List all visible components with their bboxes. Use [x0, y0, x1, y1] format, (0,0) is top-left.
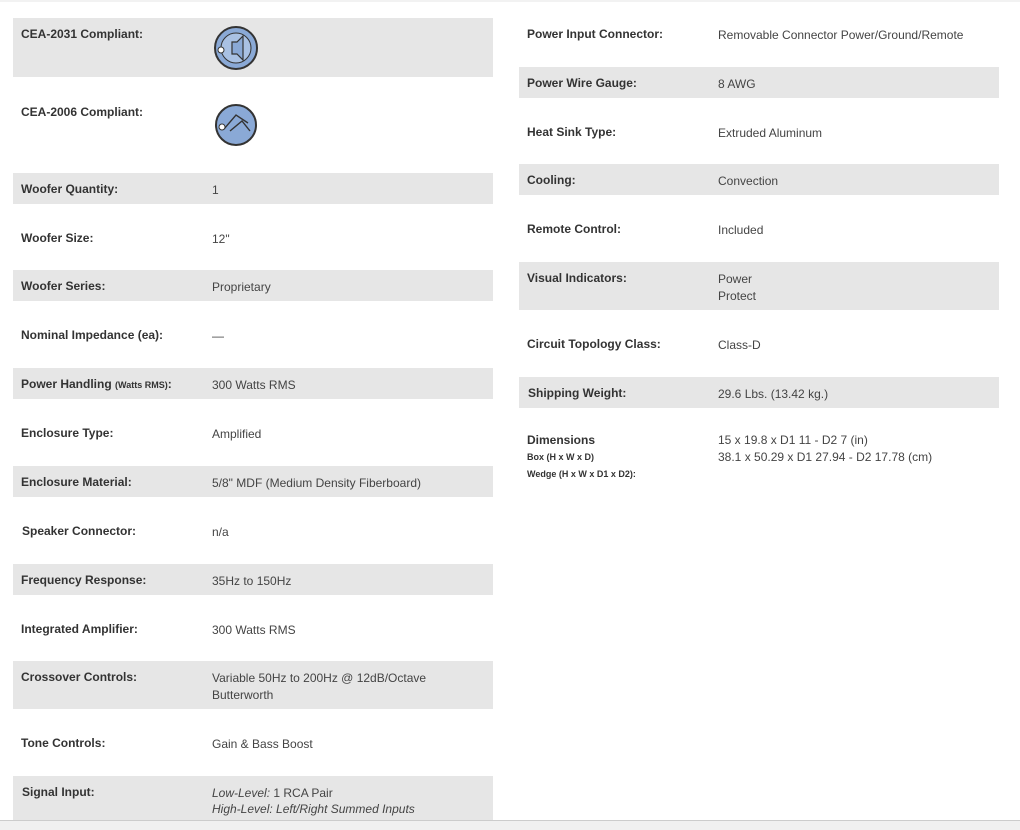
spec-label: Enclosure Material:: [21, 475, 132, 489]
spec-value: 300 Watts RMS: [212, 378, 296, 392]
dimensions-box-label: Box (H x W x D): [527, 452, 595, 462]
spec-label: [21, 377, 172, 391]
spec-row-power-input-connector: [519, 18, 999, 49]
spec-label: Woofer Quantity:: [21, 182, 119, 196]
spec-label: Visual Indicators:: [527, 271, 627, 285]
spec-value: n/a: [212, 525, 229, 539]
dimensions-wedge-label: Wedge (H x W x D1 x D2):: [527, 469, 636, 479]
spec-value: [212, 670, 426, 704]
spec-value: 12": [212, 232, 230, 246]
spec-row-nominal-impedance: [13, 319, 493, 350]
spec-value: [212, 785, 415, 817]
spec-label-main: Power Handling: [21, 377, 112, 391]
spec-value: 35Hz to 150Hz: [212, 574, 292, 588]
spec-value: Included: [718, 223, 764, 237]
spec-value: 8 AWG: [718, 77, 756, 91]
spec-label: Shipping Weight:: [528, 386, 627, 400]
cea-2031-badge-icon: [212, 24, 262, 77]
dimensions-label: Dimensions: [527, 433, 596, 447]
spec-value: [718, 271, 756, 305]
spec-row-crossover-controls: [13, 661, 493, 709]
spec-label: Heat Sink Type:: [527, 125, 617, 139]
spec-row-woofer-size: [13, 222, 493, 253]
spec-row-cea-2006: [13, 96, 493, 156]
spec-row-cea-2031: [13, 18, 493, 77]
spec-row-woofer-series: [13, 270, 493, 301]
spec-value: Proprietary: [212, 280, 271, 294]
spec-label: Remote Control:: [527, 222, 621, 236]
low-level-label: Low-Level:: [212, 786, 271, 800]
spec-value-line: Butterworth: [212, 688, 274, 702]
spec-label: Speaker Connector:: [22, 524, 137, 538]
spec-row-enclosure-type: [13, 417, 493, 448]
spec-label: Circuit Topology Class:: [527, 337, 661, 351]
spec-label: Power Input Connector:: [527, 27, 663, 41]
low-level-value: 1 RCA Pair: [270, 786, 333, 800]
spec-label: [527, 432, 636, 483]
spec-value: [718, 432, 932, 466]
spec-value: 5/8" MDF (Medium Density Fiberboard): [212, 476, 421, 490]
spec-value-line: 38.1 x 50.29 x D1 27.94 - D2 17.78 (cm): [718, 450, 933, 464]
spec-label: Signal Input:: [22, 785, 95, 799]
spec-value: 1: [212, 183, 219, 197]
spec-value: 300 Watts RMS: [212, 623, 296, 637]
spec-label: Tone Controls:: [21, 736, 106, 750]
spec-row-remote-control: [519, 213, 999, 244]
spec-label: Integrated Amplifier:: [21, 622, 138, 636]
spec-value: Removable Connector Power/Ground/Remote: [718, 28, 964, 42]
spec-row-cooling: [519, 164, 999, 195]
spec-row-heat-sink-type: [519, 116, 999, 147]
spec-row-frequency-response: [13, 564, 493, 595]
high-level-label: High-Level:: [212, 802, 273, 816]
spec-label: Power Wire Gauge:: [527, 76, 637, 90]
spec-value-line: Power: [718, 272, 753, 286]
spec-value: Gain & Bass Boost: [212, 737, 313, 751]
spec-label-colon: :: [167, 377, 172, 391]
spec-label: CEA-2006 Compliant:: [21, 105, 144, 119]
spec-row-signal-input: [13, 776, 493, 820]
spec-label-unit: (Watts RMS): [115, 380, 168, 390]
high-level-value: Left/Right Summed Inputs: [272, 802, 415, 816]
spec-row-visual-indicators: [519, 262, 999, 310]
spec-value: Convection: [718, 174, 779, 188]
spec-value-line: Protect: [718, 289, 757, 303]
top-strip: [0, 0, 1020, 2]
spec-label: Crossover Controls:: [21, 670, 138, 684]
spec-label: Frequency Response:: [21, 573, 147, 587]
spec-value: Extruded Aluminum: [718, 126, 823, 140]
spec-row-woofer-quantity: [13, 173, 493, 204]
spec-row-speaker-connector: [13, 515, 493, 546]
spec-value-line: [212, 785, 415, 801]
spec-row-power-wire-gauge: [519, 67, 999, 98]
spec-label: Enclosure Type:: [21, 426, 114, 440]
spec-row-enclosure-material: [13, 466, 493, 497]
cea-2006-badge-icon: [212, 101, 262, 154]
spec-label: CEA-2031 Compliant:: [21, 27, 144, 41]
spec-row-shipping-weight: [519, 377, 999, 408]
spec-row-circuit-topology-class: [519, 328, 999, 359]
spec-label: Woofer Series:: [21, 279, 106, 293]
spec-value: Amplified: [212, 427, 262, 441]
spec-value: 29.6 Lbs. (13.42 kg.): [718, 387, 829, 401]
spec-row-tone-controls: [13, 727, 493, 758]
spec-label: Cooling:: [527, 173, 576, 187]
spec-row-dimensions: [519, 425, 999, 485]
spec-label: Woofer Size:: [21, 231, 94, 245]
spec-value: —: [212, 329, 224, 343]
spec-value-line: [212, 801, 415, 817]
spec-value-line: Variable 50Hz to 200Hz @ 12dB/Octave: [212, 671, 427, 685]
spec-value-line: 15 x 19.8 x D1 11 - D2 7 (in): [718, 433, 868, 447]
spec-label: Nominal Impedance (ea):: [21, 328, 164, 342]
spec-row-power-handling: [13, 368, 493, 399]
spec-value: Class-D: [718, 338, 761, 352]
spec-row-integrated-amplifier: [13, 613, 493, 644]
